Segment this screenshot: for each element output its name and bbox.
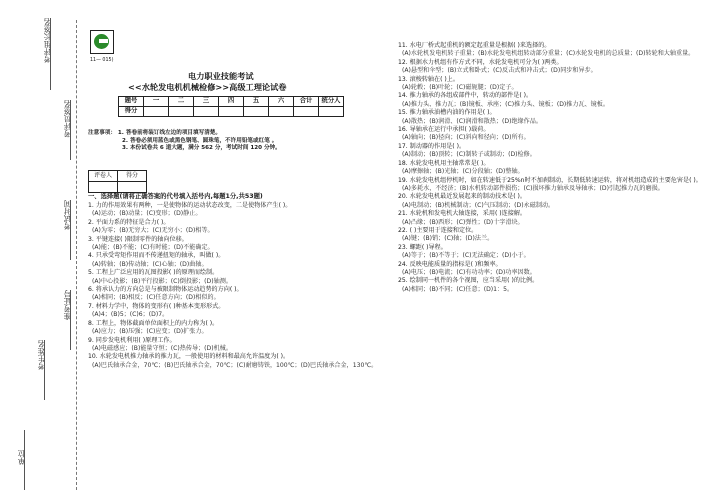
score-table xyxy=(118,96,344,117)
question-text: 3. 平键连接( )限制零件的轴向位移。 xyxy=(88,235,188,243)
question-options: (A)电压；(B)电流；(C)有功功率；(D)功率因数。 xyxy=(402,268,536,276)
grader-label: 评卷人 xyxy=(89,171,118,182)
question-text: 24. 反映电能质量的指标是( )和频率。 xyxy=(398,260,502,268)
score-cell[interactable] xyxy=(269,107,294,117)
line-admission-number xyxy=(70,290,71,350)
line-candidate-name xyxy=(44,340,45,400)
score-header-cell: 题号 xyxy=(119,97,144,107)
question-text: 15. 推力轴承油槽内油的作用是( )。 xyxy=(398,109,496,117)
question-options: (A)能；(B)不能；(C)有时能；(D)不能确定。 xyxy=(92,244,214,252)
question-text: 21. 水轮机和发电机大轴连接，采用( )连接解。 xyxy=(398,210,527,218)
score-cell[interactable] xyxy=(144,107,169,117)
question-options: (A)为零；(B)无穷大；(C)无穷小；(D)相等。 xyxy=(92,227,214,235)
question-options: (A)巴氏轴承合金，70℃；(B)巴氏轴承合金，70℃；(C)耐磨铸铁，100℃；(D)巴氏轴承合金，130℃。 xyxy=(92,361,378,369)
score-row-label: 得分 xyxy=(119,107,144,117)
grader-score-cell[interactable] xyxy=(118,182,147,193)
grader-score-label: 得分 xyxy=(118,171,147,182)
question-options: (A)4；(B)5；(C)6；(D)7。 xyxy=(92,311,169,319)
exam-title: 电力职业技能考试 xyxy=(188,71,254,81)
score-header-cell: 统分人 xyxy=(319,97,344,107)
line-exam-time xyxy=(70,200,71,260)
logo-code: 11— 015) xyxy=(90,58,114,63)
question-text: 22. ( )主要用于连接和定位。 xyxy=(398,226,478,234)
score-cell[interactable] xyxy=(194,107,219,117)
question-options: (A)摩擦轴；(B)光轴；(C)分段轴；(D)整轴。 xyxy=(402,168,524,176)
question-options: (A)相同；(B)相反；(C)任意方向；(D)相似的。 xyxy=(92,294,220,302)
question-options: (A)键；(B)销；(C)轴；(D)法兰。 xyxy=(402,235,494,243)
question-text: 14. 推力轴承的各组成部件中，转动的部件是( )。 xyxy=(398,92,533,100)
note-line: 注意事项： 1. 答卷前将装订线左边的项目填写清楚。 xyxy=(88,130,221,136)
score-header-cell: 三 xyxy=(194,97,219,107)
question-text: 19. 水轮发电机组停机时，如在转速低于25%n时不加刹制动，长期低转速运转，将对机组造成的主要危害是( )。 xyxy=(398,176,702,184)
question-options: (A)轴向；(B)径向；(C)斜向和径向；(D)所有。 xyxy=(402,134,530,142)
label-examiner: 考评员签名 xyxy=(63,100,72,138)
question-text: 8. 工程上，物体截面单位面积上的内力称为( )。 xyxy=(88,319,219,327)
label-admission-number: 准考证号 xyxy=(63,290,72,320)
question-text: 17. 制动器的作用是( )。 xyxy=(398,142,466,150)
note-line: 3. 本份试卷共 6 道大题，满分 562 分，考试时间 120 分钟。 xyxy=(122,145,281,152)
question-text: 9. 同步发电机利用( )原理工作。 xyxy=(88,336,176,344)
question-options: (A)凸缘；(B)西形；(C)弹性；(D)十字滑块。 xyxy=(402,218,524,226)
score-header-cell: 二 xyxy=(169,97,194,107)
score-table-header-row xyxy=(119,97,344,107)
score-header-cell: 合计 xyxy=(294,97,319,107)
question-options: (A)电磁感应；(B)能量守恒；(C)热传导；(D)机械。 xyxy=(92,344,232,352)
score-cell[interactable] xyxy=(169,107,194,117)
question-text: 25. 绘制同一机件的各个视图，应当采用( )的比例。 xyxy=(398,277,539,285)
question-text: 13. 滚梭转轴在( )上。 xyxy=(398,75,459,83)
question-options: (A)悬型和伞型；(B)立式和卧式；(C)反击式和冲击式；(D)同步和异步。 xyxy=(402,67,597,75)
score-cell[interactable] xyxy=(219,107,244,117)
score-header-cell: 一 xyxy=(144,97,169,107)
grader-table xyxy=(88,170,147,193)
question-options: (A)推力头、推力瓦；(B)镜板、承座；(C)推力头、镜板；(D)推力瓦、镜板。 xyxy=(402,100,609,108)
signature-line-examiner xyxy=(70,100,71,160)
question-text: 2. 平面力系的特征是合力( )。 xyxy=(88,218,170,226)
question-text: 16. 导轴承在运行中承担( )载荷。 xyxy=(398,126,490,134)
question-options: (A)水轮机发电机转子重量；(B)水轮发电机组转动部分重量；(C)水轮发电机的总质量；(D)转轮和大轴重量。 xyxy=(402,50,695,58)
score-header-cell: 五 xyxy=(244,97,269,107)
question-options: (A)运动；(B)动量；(C)变形；(D)静止。 xyxy=(92,210,202,218)
question-text: 4. 只承受弯矩作用而不传递扭矩的轴承，叫做( )。 xyxy=(88,252,225,260)
question-text: 20. 水轮发电机最近发展起来的制动技术是( )。 xyxy=(398,193,527,201)
question-text: 11. 水电厂桥式起重机的额定起重量是根据( )来选择的。 xyxy=(398,42,551,49)
question-options: (A)散热；(B)润滑、(C)润滑和散热；(D)绝缘作品。 xyxy=(402,117,542,125)
question-options: (A)轮毂；(B)叶轮；(C)磁轭腿；(D)定子。 xyxy=(402,84,518,92)
score-cell[interactable] xyxy=(294,107,319,117)
question-options: (A)等于；(B)不等于；(C)无法确定；(D)小于。 xyxy=(402,252,530,260)
label-exam-time: 考试时间 xyxy=(63,200,72,230)
score-header-cell: 四 xyxy=(219,97,244,107)
question-text: 6. 将承认力的方向总是与被限制物体运动趋势的方向( )。 xyxy=(88,286,243,294)
question-text: 18. 水轮发电机用主轴常常是( )。 xyxy=(398,159,490,167)
question-options: (A)应力；(B)压强；(C)应变；(D)扩张力。 xyxy=(92,328,208,336)
question-options: (A)电制动；(B)机械制动；(C)气压制动；(D)永磁制动。 xyxy=(402,201,555,209)
question-text: 10. 水轮发电机推力轴承的推力瓦，一般使用的材料和最高允许温度为( )。 xyxy=(88,353,290,361)
question-text: 1. 力的作用效果有两种，一是使物体的运动状态改变，二是使物体产生( )。 xyxy=(88,202,292,209)
question-options: (A)多耗水，不经济；(B)水机转动部件损伤；(C)损坏推力轴承及导轴承；(D)引起推力瓦的磨损。 xyxy=(402,184,664,192)
question-options: (A)制动；(B)顶转；(C)制转子或制动；(D)检修。 xyxy=(402,151,536,159)
grader-cell[interactable] xyxy=(89,182,118,193)
label-candidate-name: 考生姓名 xyxy=(37,340,46,370)
binding-dashed-line xyxy=(76,20,77,490)
question-text: 7. 材料力学中，物体的变形有( )种基本变形形式。 xyxy=(88,302,225,310)
line-unit xyxy=(24,430,25,490)
question-text: 12. 根据水力机组有作方式不同，水轮发电机可分为( )两类。 xyxy=(398,58,563,66)
logo-icon xyxy=(90,30,114,54)
question-text: 23. 螺距( )导程。 xyxy=(398,243,447,251)
binding-margin xyxy=(0,0,78,503)
section-title: 一、选择题(请将正确答案的代号填入括号内,每题1分,共53题) xyxy=(88,193,263,200)
score-header-cell: 六 xyxy=(269,97,294,107)
exam-subtitle: <<水轮发电机机械检修>>高级工理论试卷 xyxy=(128,82,287,92)
note-line: 2. 答卷必须用蓝色或黑色钢笔、圆珠笔，不许用铅笔或红笔 。 xyxy=(122,137,278,144)
question-options: (A)相同；(B)不同；(C)任意；(D)1：5。 xyxy=(402,285,514,293)
question-list-left xyxy=(88,202,388,370)
label-examiner-leader: 考评组长签名 xyxy=(43,18,52,63)
score-cell[interactable] xyxy=(244,107,269,117)
signature-line-examiner-leader xyxy=(50,18,51,90)
score-table-score-row xyxy=(119,107,344,117)
question-options: (A)转轴；(B)传动轴；(C)心轴；(D)曲轴。 xyxy=(92,260,208,268)
question-options: (A)中心投影；(B)平行投影；(C)倒投影；(D)轴测。 xyxy=(92,277,232,285)
question-text: 5. 工程上广泛应用的瓦图投影( )的原理而绘制。 xyxy=(88,269,219,277)
label-unit: 单位 xyxy=(17,450,26,465)
score-cell[interactable] xyxy=(319,107,344,117)
exam-notes xyxy=(88,130,281,153)
right-column xyxy=(398,42,703,294)
